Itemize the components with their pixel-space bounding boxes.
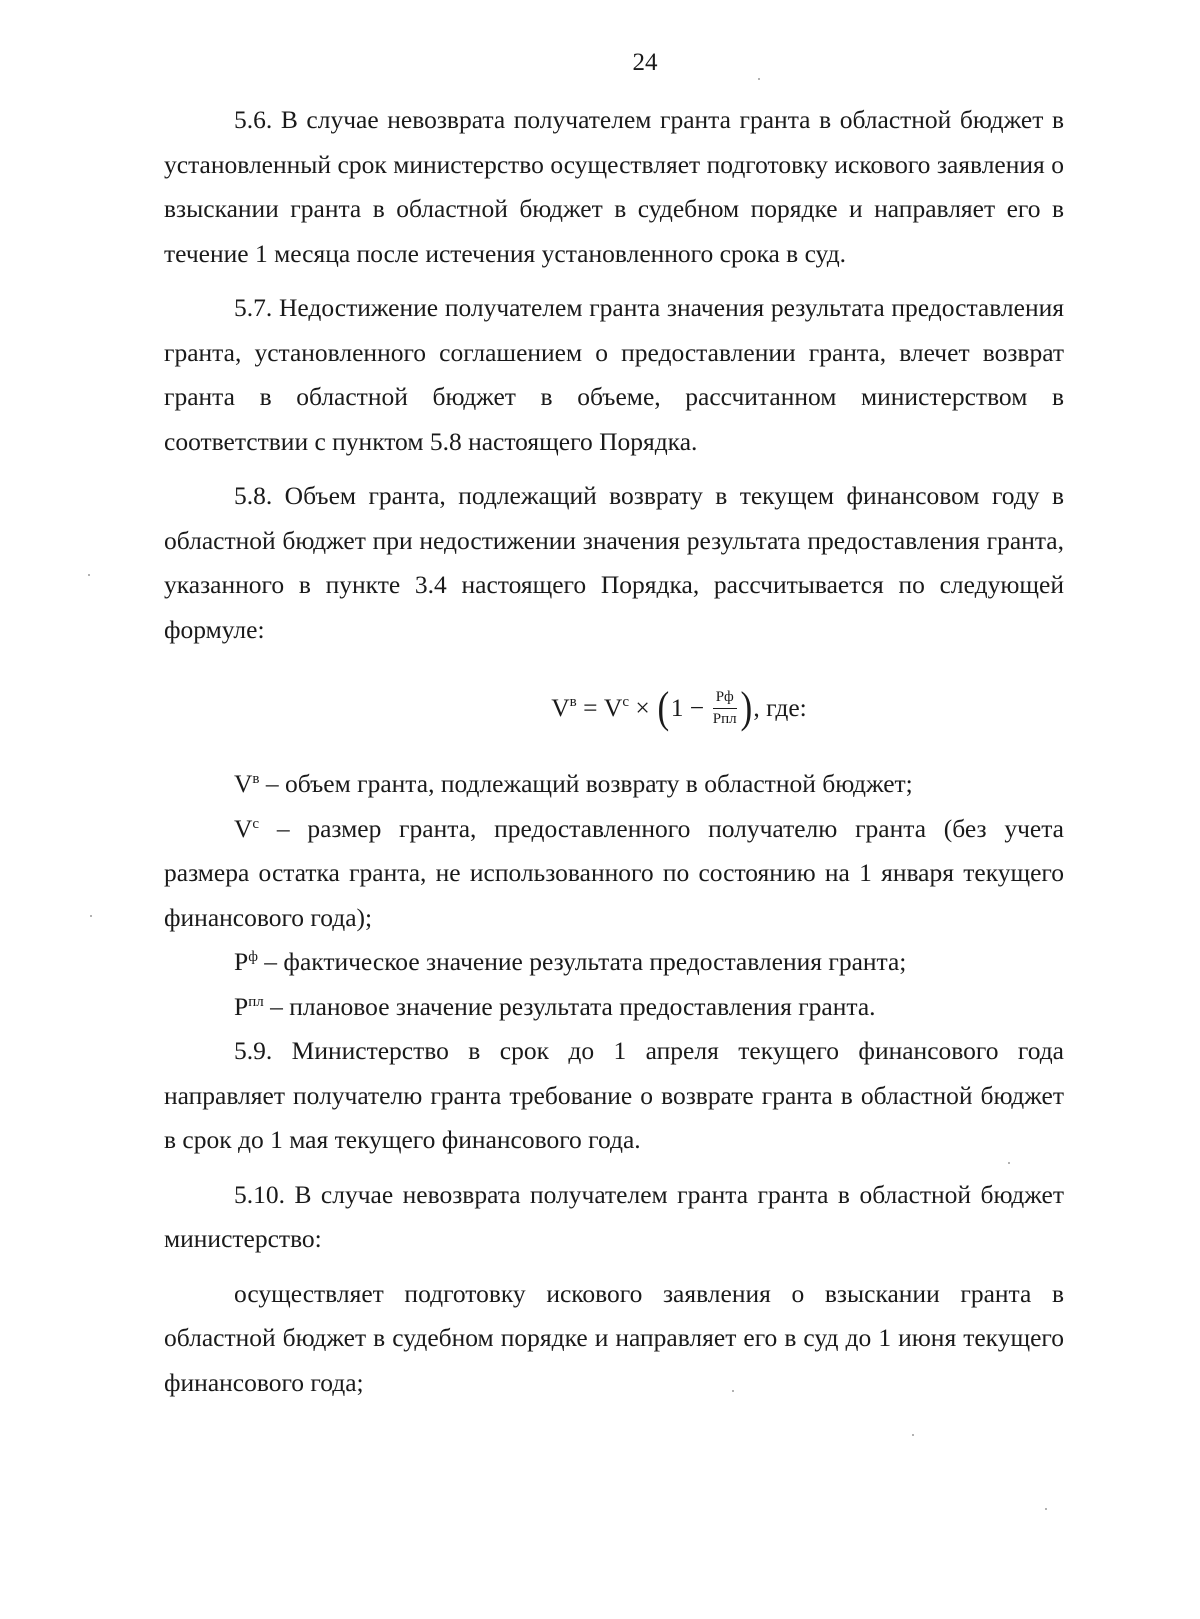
- paragraph-5-10-item: осуществляет подготовку искового заявления о взыскании гранта в областной бюджет в судебном порядке и направляет его в суд до 1 июня текущего финансового года;: [164, 1278, 1064, 1397]
- definition-pf-text: – фактическое значение результата предоставления гранта;: [257, 947, 907, 976]
- formula-one-minus: 1 −: [670, 693, 705, 723]
- formula-fraction: [713, 690, 737, 727]
- definition-pf-base: P: [234, 947, 249, 976]
- formula: [164, 670, 1064, 742]
- definition-vb-base: V: [234, 769, 253, 798]
- formula-rhs-sup: с: [622, 694, 629, 711]
- definition-ppl: [164, 985, 1064, 1030]
- definition-vc-base: V: [234, 813, 253, 843]
- scan-speck: [90, 915, 92, 917]
- formula-times: ×: [635, 693, 650, 723]
- paragraph-5-7: 5.7. Недостижение получателем гранта значения результата предоставления гранта, установленного соглашением о предоставлении гранта, влечет возврат гранта в областной бюджет в объеме, рассчитанном министерством в соответствии с пунктом 5.8 настоящего Порядка.: [164, 293, 1064, 456]
- formula-suffix: , где:: [753, 693, 807, 723]
- formula-fraction-numerator: Pф: [713, 690, 737, 709]
- formula-rhs-base: V: [603, 693, 623, 723]
- formula-lhs-base: V: [551, 693, 570, 723]
- paragraph-5-9: 5.9. Министерство в срок до 1 апреля текущего финансового года направляет получателю гранта требование о возврате гранта в областной бюджет в срок до 1 мая текущего финансового года.: [164, 1036, 1064, 1154]
- paragraph-5-6: 5.6. В случае невозврата получателем гранта гранта в областной бюджет в установленный срок министерство осуществляет подготовку искового заявления о взыскании гранта в областной бюджет в судебном порядке и направляет его в течение 1 месяца после истечения установленного срока в суд.: [164, 105, 1064, 268]
- document-body: [164, 98, 1064, 1405]
- formula-lhs-sup: в: [569, 694, 577, 711]
- definition-vb: [164, 762, 1064, 807]
- formula-open-paren: (: [657, 683, 670, 733]
- formula-fraction-denominator: Pпл: [712, 710, 737, 727]
- scan-speck: [1045, 1508, 1047, 1510]
- definition-vb-sup: в: [252, 771, 260, 787]
- paragraph-5-10: 5.10. В случае невозврата получателем гранта гранта в областной бюджет министерство:: [164, 1179, 1064, 1253]
- definition-vc-text: – размер гранта, предоставленного получателю гранта (без учета размера остатка гранта, не использованного по состоянию на 1 января текущего финансового года);: [164, 813, 1064, 932]
- scan-speck: [88, 574, 90, 576]
- page-number: 24: [632, 49, 658, 76]
- formula-lhs: [551, 672, 577, 744]
- scan-speck: [1008, 1162, 1010, 1164]
- definition-ppl-base: P: [234, 991, 249, 1021]
- paragraph-5-8: 5.8. Объем гранта, подлежащий возврату в текущем финансовом году в областной бюджет при недостижении значения результата предоставления гранта, указанного в пункте 3.4 настоящего Порядка, рассчитывается по следующей формуле:: [164, 481, 1064, 644]
- definition-vc-sup: с: [252, 815, 260, 832]
- scan-speck: [758, 78, 760, 80]
- scan-speck: [732, 1390, 734, 1392]
- definition-pf: [164, 940, 1064, 985]
- scan-speck: [912, 1434, 914, 1436]
- formula-equals: =: [583, 693, 598, 723]
- definition-pf-sup: ф: [248, 949, 258, 965]
- definition-ppl-sup: пл: [248, 993, 264, 1010]
- definition-ppl-text: – плановое значение результата предоставления гранта.: [263, 991, 876, 1021]
- definition-vb-text: – объем гранта, подлежащий возврату в областной бюджет;: [259, 769, 913, 798]
- definition-vc: [164, 807, 1064, 941]
- formula-close-paren: ): [740, 683, 752, 733]
- formula-rhs: [604, 672, 629, 744]
